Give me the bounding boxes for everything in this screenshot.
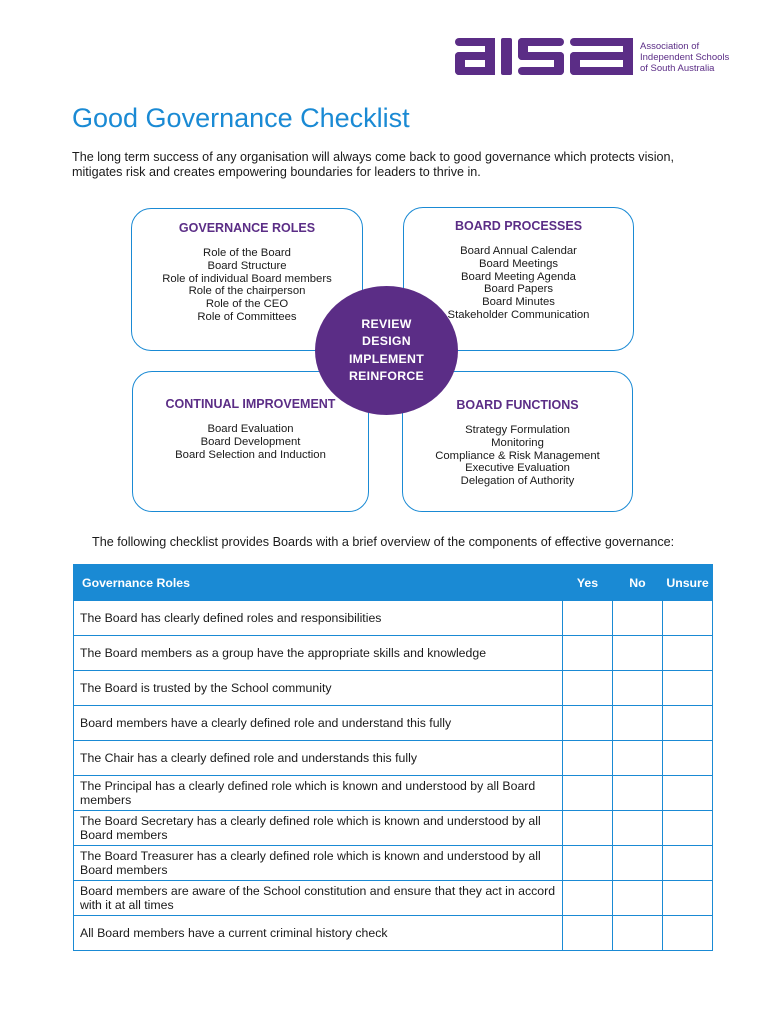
unsure-checkbox[interactable] <box>663 636 713 671</box>
row-statement: The Board is trusted by the School community <box>74 671 563 706</box>
no-checkbox[interactable] <box>613 881 663 916</box>
yes-checkbox[interactable] <box>563 881 613 916</box>
lead-text: The following checklist provides Boards with a brief overview of the components of effective governance: <box>92 535 675 549</box>
header-governance-roles: Governance Roles <box>74 565 563 601</box>
yes-checkbox[interactable] <box>563 846 613 881</box>
logo-text-line: of South Australia <box>640 63 715 74</box>
table-row <box>74 881 713 916</box>
table-row <box>74 636 713 671</box>
circle-label: REVIEW <box>361 316 412 331</box>
review-cycle-circle <box>315 286 458 415</box>
unsure-checkbox[interactable] <box>663 811 713 846</box>
box-item: Board Papers <box>483 283 554 296</box>
table-row <box>74 916 713 951</box>
box-item: Board Meeting Agenda <box>461 270 576 283</box>
logo-text-line: Independent Schools <box>640 52 730 63</box>
row-statement: Board members are aware of the School constitution and ensure that they act in accord with it at all times <box>74 881 563 916</box>
no-checkbox[interactable] <box>613 706 663 741</box>
yes-checkbox[interactable] <box>563 741 613 776</box>
box-item: Board Structure <box>207 259 287 272</box>
logo-text <box>640 41 729 74</box>
governance-checklist-table <box>73 564 713 951</box>
no-checkbox[interactable] <box>613 636 663 671</box>
circle-label: REINFORCE <box>348 369 425 383</box>
row-statement: The Board members as a group have the appropriate skills and knowledge <box>74 636 563 671</box>
box-item: Compliance & Risk Management <box>435 449 600 462</box>
circle-label: DESIGN <box>362 334 411 348</box>
header-yes: Yes <box>563 565 613 601</box>
box-item: Monitoring <box>491 436 544 449</box>
yes-checkbox[interactable] <box>563 776 613 811</box>
box-item: Role of the chairperson <box>188 285 306 298</box>
box-title: BOARD FUNCTIONS <box>456 398 579 412</box>
row-statement: The Board Secretary has a clearly defined role which is known and understood by all Board members <box>74 811 563 846</box>
box-title: GOVERNANCE ROLES <box>178 221 316 235</box>
table-row <box>74 671 713 706</box>
unsure-checkbox[interactable] <box>663 776 713 811</box>
row-statement: All Board members have a current criminal history check <box>74 916 563 951</box>
table-row <box>74 706 713 741</box>
no-checkbox[interactable] <box>613 671 663 706</box>
table-row <box>74 741 713 776</box>
box-title: CONTINUAL IMPROVEMENT <box>165 397 336 411</box>
row-statement: The Board has clearly defined roles and responsibilities <box>74 601 563 636</box>
header-no: No <box>613 565 663 601</box>
box-item: Board Annual Calendar <box>460 245 577 257</box>
unsure-checkbox[interactable] <box>663 671 713 706</box>
no-checkbox[interactable] <box>613 601 663 636</box>
box-item: Board Development <box>200 435 301 448</box>
table-row <box>74 601 713 636</box>
box-item: Role of the CEO <box>205 298 289 311</box>
box-item: Delegation of Authority <box>460 475 575 488</box>
box-item: Board Evaluation <box>207 423 294 435</box>
no-checkbox[interactable] <box>613 846 663 881</box>
unsure-checkbox[interactable] <box>663 706 713 741</box>
box-item: Executive Evaluation <box>465 462 570 475</box>
box-item: Role of individual Board members <box>162 272 332 285</box>
logo-text-line: Association of <box>640 41 700 52</box>
yes-checkbox[interactable] <box>563 811 613 846</box>
table-header-row <box>74 565 713 601</box>
unsure-checkbox[interactable] <box>663 846 713 881</box>
no-checkbox[interactable] <box>613 916 663 951</box>
yes-checkbox[interactable] <box>563 671 613 706</box>
row-statement: The Principal has a clearly defined role which is known and understood by all Board members <box>74 776 563 811</box>
table-row <box>74 846 713 881</box>
box-item: Role of the Board <box>203 247 291 259</box>
unsure-checkbox[interactable] <box>663 881 713 916</box>
aisa-logo <box>455 38 735 78</box>
table-row <box>74 811 713 846</box>
box-item: Strategy Formulation <box>465 424 570 436</box>
intro-text: The long term success of any organisation will always come back to good governance which protects vision, mitigates risk and creates empowering boundaries for leaders to thrive in. <box>72 150 675 179</box>
table-row <box>74 776 713 811</box>
yes-checkbox[interactable] <box>563 601 613 636</box>
box-item: Stakeholder Communication <box>447 308 590 321</box>
no-checkbox[interactable] <box>613 741 663 776</box>
aisa-logo-mark <box>455 38 633 76</box>
box-title: BOARD PROCESSES <box>454 219 583 233</box>
header-unsure: Unsure <box>663 565 713 601</box>
yes-checkbox[interactable] <box>563 706 613 741</box>
row-statement: Board members have a clearly defined role and understand this fully <box>74 706 563 741</box>
box-item: Board Minutes <box>482 296 555 309</box>
no-checkbox[interactable] <box>613 811 663 846</box>
unsure-checkbox[interactable] <box>663 601 713 636</box>
row-statement: The Board Treasurer has a clearly defined role which is known and understood by all Board members <box>74 846 563 881</box>
yes-checkbox[interactable] <box>563 636 613 671</box>
no-checkbox[interactable] <box>613 776 663 811</box>
unsure-checkbox[interactable] <box>663 916 713 951</box>
box-item: Role of Committees <box>197 310 297 323</box>
row-statement: The Chair has a clearly defined role and understands this fully <box>74 741 563 776</box>
box-item: Board Meetings <box>478 257 559 270</box>
circle-label: IMPLEMENT <box>348 351 425 366</box>
yes-checkbox[interactable] <box>563 916 613 951</box>
page-title: Good Governance Checklist <box>72 103 410 133</box>
box-item: Board Selection and Induction <box>175 448 326 461</box>
unsure-checkbox[interactable] <box>663 741 713 776</box>
